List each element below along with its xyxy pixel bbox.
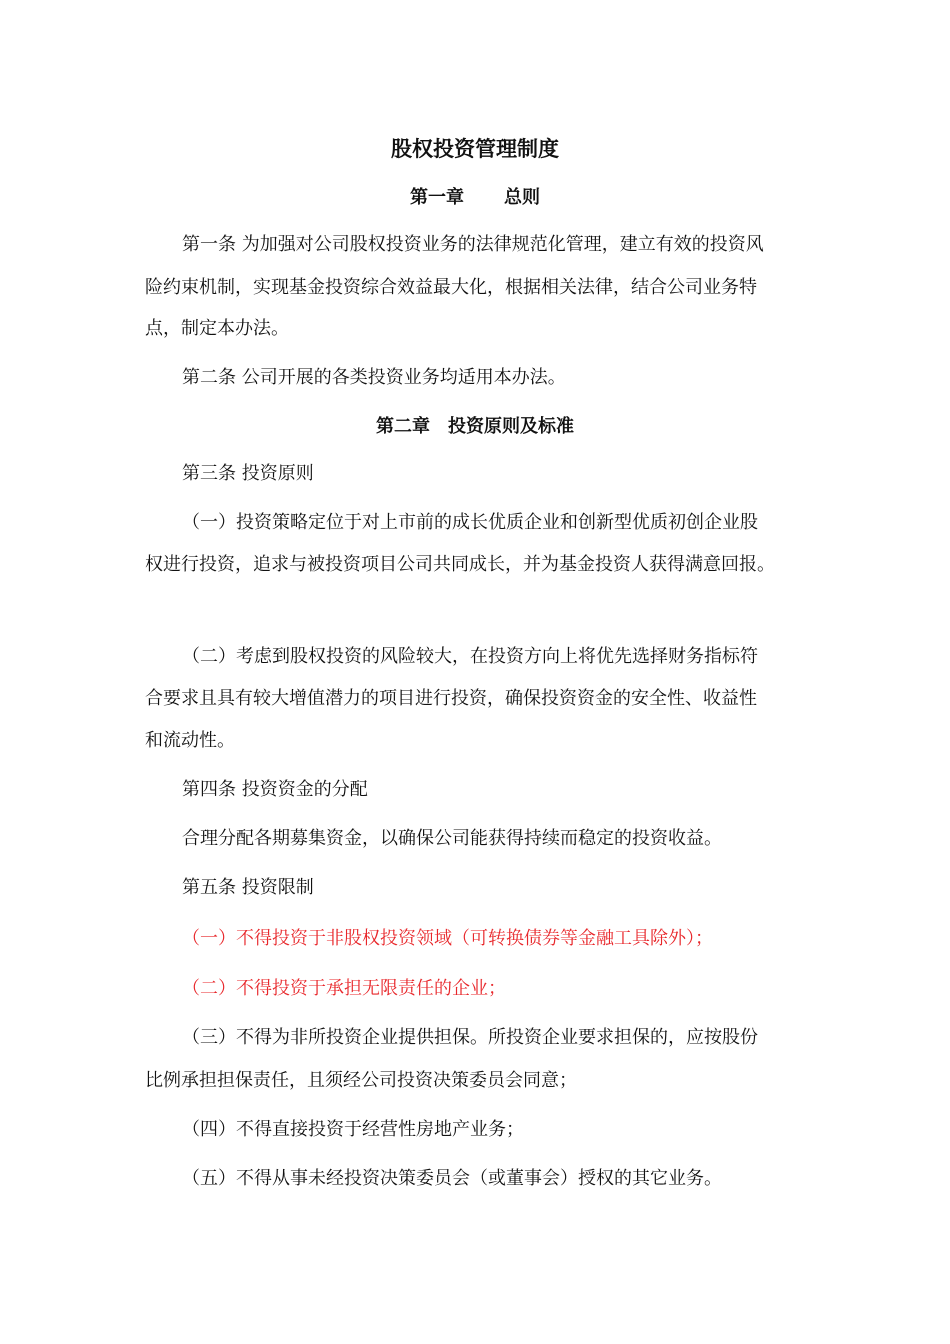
chapter-1-label: 第一章 [410,187,464,208]
article-4-heading: 第四条 投资资金的分配 [182,779,368,800]
article-5-item-3-line-1: （三）不得为非所投资企业提供担保。所投资企业要求担保的，应按股份 [182,1027,758,1048]
article-1-line-2: 险约束机制，实现基金投资综合效益最大化，根据相关法律，结合公司业务特 [145,277,757,298]
document-title: 股权投资管理制度 [391,137,559,161]
article-1-line-1: 第一条 为加强对公司股权投资业务的法律规范化管理，建立有效的投资风 [182,234,764,255]
chapter-2-label: 第二章 [376,416,430,437]
article-3-heading: 第三条 投资原则 [182,463,314,484]
article-5-item-1: （一）不得投资于非股权投资领域（可转换债券等金融工具除外）； [182,928,713,949]
article-3-item-1-line-2: 权进行投资，追求与被投资项目公司共同成长，并为基金投资人获得满意回报。 [145,554,775,575]
article-5-item-2: （二）不得投资于承担无限责任的企业； [182,978,506,999]
article-3-item-2-line-1: （二）考虑到股权投资的风险较大，在投资方向上将优先选择财务指标符 [182,646,758,667]
article-4-body: 合理分配各期募集资金，以确保公司能获得持续而稳定的投资收益。 [182,828,722,849]
article-3-item-2-line-3: 和流动性。 [145,730,235,751]
chapter-1-name: 总则 [504,187,540,208]
article-5-item-4: （四）不得直接投资于经营性房地产业务； [182,1119,524,1140]
article-3-item-1-line-1: （一）投资策略定位于对上市前的成长优质企业和创新型优质初创企业股 [182,512,758,533]
article-5-heading: 第五条 投资限制 [182,877,314,898]
article-5-item-3-line-2: 比例承担担保责任，且须经公司投资决策委员会同意； [145,1070,577,1091]
article-5-item-5: （五）不得从事未经投资决策委员会（或董事会）授权的其它业务。 [182,1168,722,1189]
chapter-2-heading [0,415,950,439]
chapter-2-name: 投资原则及标准 [448,416,574,437]
chapter-1-heading [0,186,950,210]
article-2: 第二条 公司开展的各类投资业务均适用本办法。 [182,367,566,388]
article-1-line-3: 点，制定本办法。 [145,318,289,339]
article-3-item-2-line-2: 合要求且具有较大增值潜力的项目进行投资，确保投资资金的安全性、收益性 [145,688,757,709]
